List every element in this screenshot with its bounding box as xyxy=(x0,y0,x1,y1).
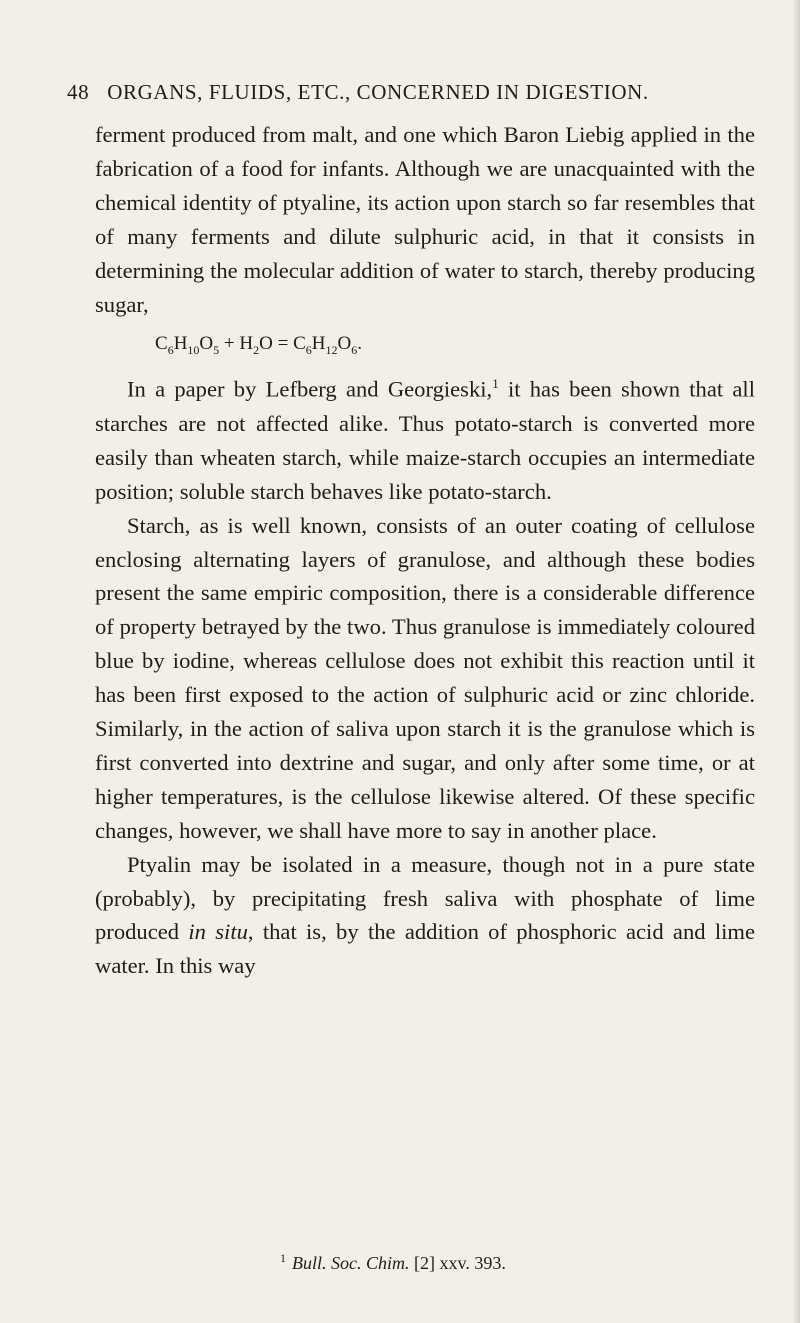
paragraph-1: ferment produced from malt, and one which Baron Liebig applied in the fabrication of a food for infants. Although we are unacquainted with the chemical identity of ptyaline, its action upon starch so far resembles that of many ferments and dilute sulphuric acid, in that it consists in determining the molecular addition of water to starch, thereby producing sugar, xyxy=(95,122,755,317)
running-header xyxy=(67,80,727,105)
paragraph-2-text-cont: it has been shown that all starches are not affected alike. Thus potato-starch is converted more easily than wheaten starch, while maize-starch occupies an intermediate position; soluble starch behaves like potato-starch. xyxy=(95,376,755,504)
paragraph-3: Starch, as is well known, consists of an outer coating of cellulose enclosing alternating layers of granulose, and although these bodies present the same empiric composition, there is a considerable difference of property betrayed by the two. Thus granulose is immediately coloured blue by iodine, whereas cellulose does not exhibit this reaction until it has been first exposed to the action of sulphuric acid or zinc chloride. Similarly, in the action of saliva upon starch it is the granulose which is first converted into dextrine and sugar, and only after some time, or at higher temperatures, is the cellulose likewise altered. Of these specific changes, however, we shall have more to say in another place. xyxy=(95,512,755,843)
formula-part: H xyxy=(173,333,188,355)
formula-subscript: 5 xyxy=(213,343,220,358)
formula-part: O xyxy=(199,333,214,355)
footnote-mark: 1 xyxy=(280,1251,286,1265)
footnote-journal: Bull. Soc. Chim. xyxy=(292,1253,410,1273)
formula-part: C xyxy=(293,333,306,355)
paragraph-2-text: In a paper by Lefberg and Georgieski, xyxy=(127,376,493,402)
body-text xyxy=(95,118,755,983)
formula-subscript: 12 xyxy=(325,343,338,358)
footnote-reference: 1 xyxy=(492,376,499,392)
paragraph-4-text: Ptyalin may be isolated in a measure, though not in a pure state (probably), by precipitating fresh saliva with phosphate of lime produced xyxy=(95,851,755,945)
paragraph-4-text-cont: , that is, by the addition of phosphoric acid and lime water. In this way xyxy=(95,919,756,979)
formula-part: O xyxy=(337,333,352,355)
formula-part: H xyxy=(239,333,254,355)
formula-subscript: 6 xyxy=(305,343,312,358)
paragraph-2 xyxy=(95,367,755,508)
formula-subscript: 6 xyxy=(167,343,174,358)
formula-subscript: 10 xyxy=(187,343,200,358)
formula-part: C xyxy=(155,333,168,355)
formula-part: O xyxy=(259,333,273,355)
formula-subscript: 2 xyxy=(253,343,260,358)
chemical-formula xyxy=(95,321,755,367)
page-number: 48 xyxy=(67,80,90,104)
formula-subscript: 6 xyxy=(351,343,358,358)
formula-period: . xyxy=(357,333,362,355)
formula-operator: + xyxy=(219,333,240,355)
page-edge-shadow xyxy=(792,0,800,1323)
formula-part: H xyxy=(311,333,326,355)
paragraph-4 xyxy=(95,848,755,984)
italic-term: in situ xyxy=(188,919,248,945)
formula-operator: = xyxy=(272,333,294,355)
running-title: ORGANS, FLUIDS, ETC., CONCERNED IN DIGESTION. xyxy=(107,80,649,104)
footnote xyxy=(280,1251,506,1274)
footnote-ref: [2] xxv. 393. xyxy=(409,1253,506,1273)
